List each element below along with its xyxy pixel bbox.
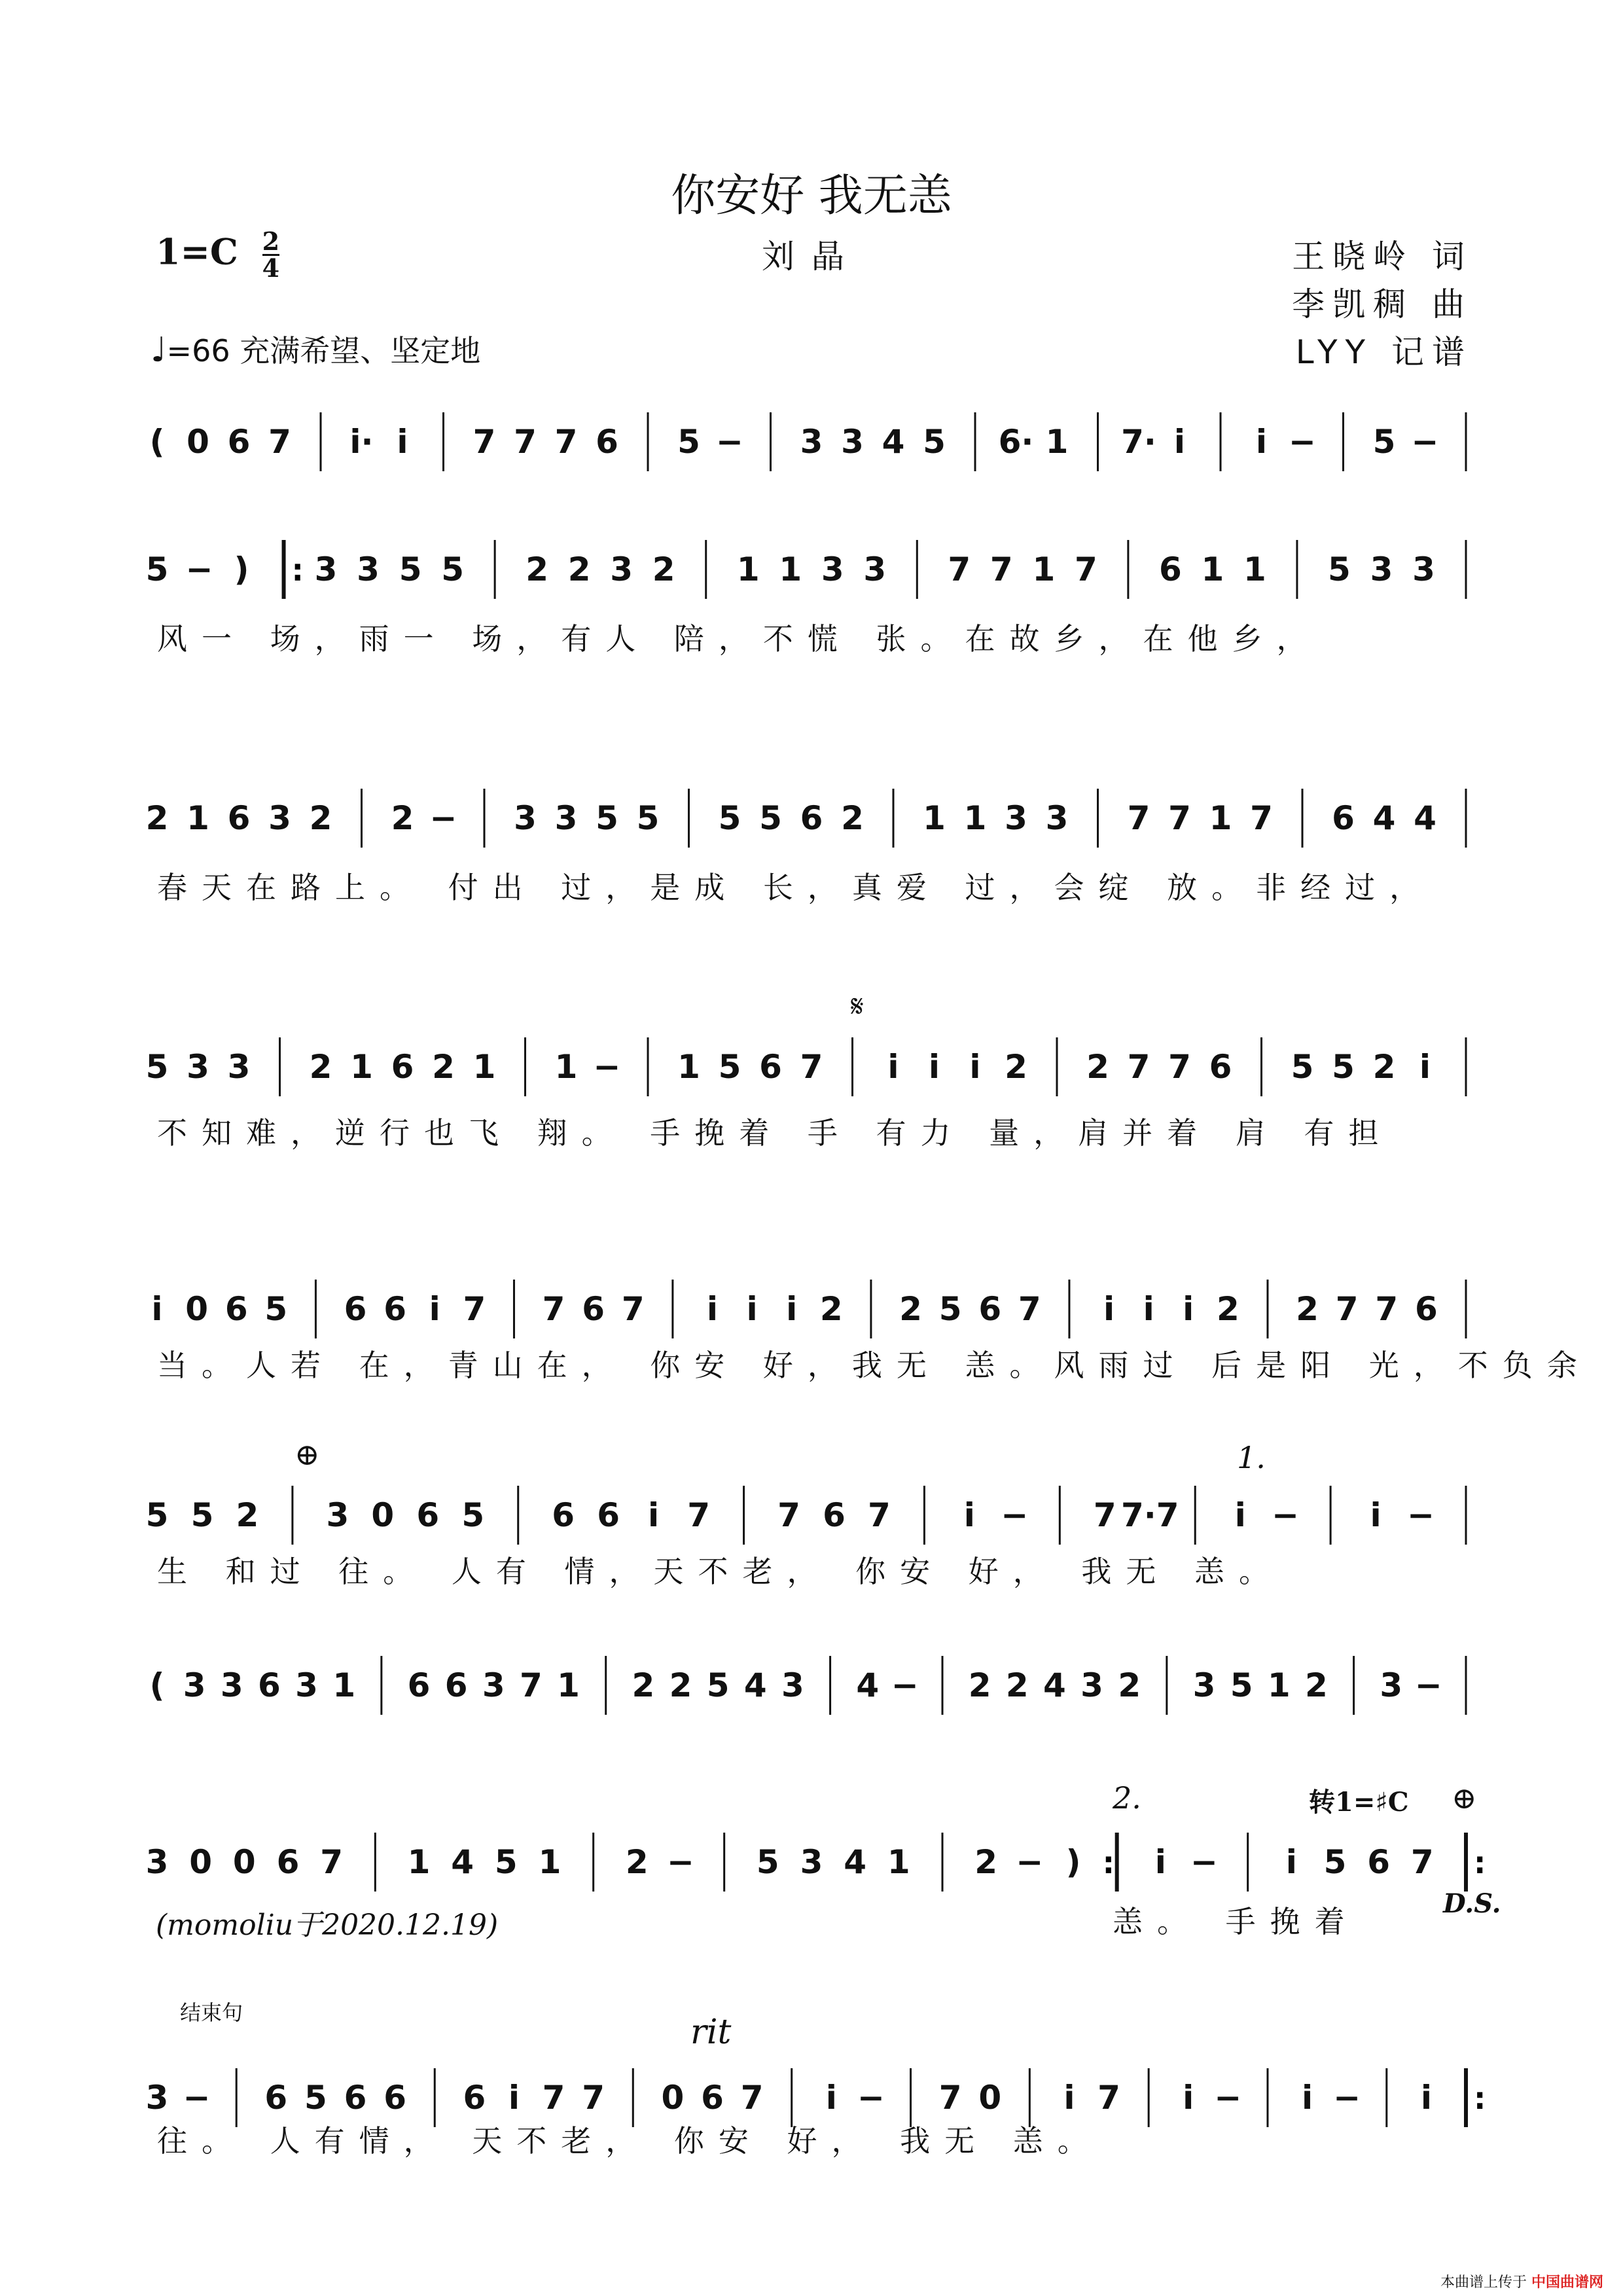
note-token: 3 (1380, 1666, 1403, 1704)
note-token: 6 (978, 1290, 1002, 1328)
note-token: 7 (320, 1843, 344, 1881)
note-token: 7 (1074, 550, 1097, 588)
note-token: 3 (800, 1843, 823, 1881)
note-token: 6 (1158, 550, 1182, 588)
note-token: 4 (1414, 799, 1436, 837)
note-token: 1 (779, 550, 802, 588)
note-token: i (825, 2079, 837, 2117)
note-token: 2 (1296, 1290, 1319, 1328)
note-token: 7 (1168, 799, 1191, 837)
note-token: 1 (1032, 550, 1056, 588)
note-token: 2 (1216, 1290, 1240, 1328)
note-token: i (928, 1048, 940, 1086)
note-token: 1 (538, 1843, 562, 1881)
note-token: 6 (1414, 1290, 1438, 1328)
ending-label: 结束句 (180, 2000, 243, 2025)
note-token: 7 (1335, 1290, 1359, 1328)
note-token: 3 (326, 1496, 349, 1534)
note-token: 2 (1086, 1048, 1109, 1086)
note-token: i (1285, 1843, 1297, 1881)
note-token: 1 (350, 1048, 373, 1086)
composer-credit: 李凯稠 曲 (1292, 285, 1472, 323)
lyrics-line-6: 生 和过 往。 人有 情，天不老， 你安 好， 我无 恙。 (157, 1554, 1283, 1589)
note-token: i (1419, 1048, 1431, 1086)
note-token: 6 (227, 799, 251, 837)
staff-line-6 (0, 1473, 1623, 1558)
note-token: 3 (268, 799, 291, 837)
lyrics-line-9: 往。 人有情， 天不老， 你安 好， 我无 恙。 (157, 2123, 1102, 2159)
note-token: 1 (1045, 423, 1069, 461)
note-token: 2 (526, 550, 549, 588)
note-token: 6 (258, 1666, 281, 1704)
note-token: 7 (1127, 1048, 1150, 1086)
note-token: 7· (1121, 423, 1156, 461)
note-token: 6 (264, 2079, 288, 2117)
note-token: − (1407, 1496, 1435, 1534)
note-token: − (1190, 1843, 1218, 1881)
note-token: i (969, 1048, 981, 1086)
note-token: − (429, 799, 457, 837)
note-token: 7 (1127, 799, 1150, 837)
note-token: 5 (718, 1048, 741, 1086)
note-token: 7 (463, 1290, 486, 1328)
note-token: 4 (844, 1843, 867, 1881)
notation-svg (0, 776, 1623, 861)
note-token: 4 (856, 1666, 880, 1704)
note-token: 3 (482, 1666, 505, 1704)
site-watermark (1440, 2271, 1603, 2291)
repeat-dots: : (291, 552, 304, 588)
note-token: i (151, 1290, 163, 1328)
note-token: i (1063, 2079, 1075, 2117)
note-token: 5 (756, 1843, 779, 1881)
note-token: − (183, 2079, 211, 2117)
note-token: i (1255, 423, 1268, 461)
key-signature (156, 226, 280, 283)
note-token: − (1414, 1666, 1442, 1704)
note-token: 7 (687, 1496, 710, 1534)
note-token: 1 (677, 1048, 700, 1086)
repeat-dots: : (1474, 1845, 1486, 1880)
note-token: 3 (357, 550, 380, 588)
note-token: 7 (268, 423, 291, 461)
rit-mark: rit (690, 2013, 732, 2052)
note-token: 6 (800, 799, 823, 837)
note-token: i (1420, 2079, 1432, 2117)
note-token: 3 (227, 1048, 251, 1086)
note-token: 6 (407, 1666, 431, 1704)
transcriber-credit: LYY 记谱 (1295, 333, 1472, 371)
note-token: i (1103, 1290, 1115, 1328)
note-token: 5 (264, 1290, 288, 1328)
note-token: 6 (224, 1290, 248, 1328)
note-token: 6 (344, 1290, 367, 1328)
note-token: 3 (1412, 550, 1435, 588)
lyrics-line-4: 不知难，逆行也飞 翔。 手挽着 手 有力 量，肩并着 肩 有担 (157, 1115, 1393, 1151)
note-token: 2 (841, 799, 864, 837)
notation-svg (0, 1643, 1623, 1728)
note-token: ( (149, 1666, 165, 1704)
note-token: − (593, 1048, 621, 1086)
note-token: 1 (473, 1048, 496, 1086)
staff-line-1 (0, 399, 1623, 484)
note-token: 5 (596, 799, 618, 837)
note-token: 6 (596, 423, 618, 461)
note-token: 7 (1168, 1048, 1191, 1086)
note-token: 6 (227, 423, 251, 461)
note-token: 7 (621, 1290, 645, 1328)
note-token: 2 (432, 1048, 455, 1086)
note-token: 6 (416, 1496, 440, 1534)
note-token: i (648, 1496, 660, 1534)
note-token: 5 (706, 1666, 730, 1704)
lyricist-credit: 王晓岭 词 (1292, 238, 1472, 276)
quarter-note-icon: ♩ (151, 331, 167, 370)
note-token: 0 (187, 423, 209, 461)
note-token: 2 (567, 550, 591, 588)
note-token: i (706, 1290, 719, 1328)
note-token: 3 (1005, 799, 1027, 837)
note-token: 7 (1093, 1496, 1116, 1534)
note-token: 7 (1410, 1843, 1434, 1881)
note-token: 3 (183, 1666, 206, 1704)
note-token: 0 (185, 1290, 209, 1328)
note-token: 5 (718, 799, 741, 837)
score-title: 你安好 我无恙 (671, 170, 952, 222)
note-token: 1 (332, 1666, 356, 1704)
lyrics-line-8: 恙。 手挽着 (1113, 1904, 1359, 1939)
note-token: 3 (514, 799, 537, 837)
note-token: 7 (1250, 799, 1273, 837)
tempo-marking (151, 327, 480, 370)
note-token: 7 (582, 2079, 605, 2117)
note-token: 7 (1375, 1290, 1399, 1328)
notation-svg (0, 399, 1623, 484)
note-token: 3 (841, 423, 864, 461)
note-token: 7 (1018, 1290, 1041, 1328)
note-token: 5 (441, 550, 465, 588)
ds-mark: D.S. (1443, 1888, 1501, 1919)
note-token: ) (1065, 1843, 1081, 1881)
note-token: i (1154, 1843, 1166, 1881)
note-token: 3 (220, 1666, 243, 1704)
note-token: 2 (391, 799, 414, 837)
note-token: 5 (1372, 423, 1396, 461)
note-token: ) (234, 550, 249, 588)
note-token: − (1016, 1843, 1044, 1881)
note-token: i (746, 1290, 758, 1328)
note-token: 2 (1118, 1666, 1141, 1704)
note-token: 5 (1332, 1048, 1355, 1086)
note-token: 5 (1230, 1666, 1253, 1704)
note-token: i (1234, 1496, 1246, 1534)
note-token: 5 (759, 799, 782, 837)
note-token: 5 (145, 1496, 169, 1534)
note-token: 7 (473, 423, 496, 461)
note-token: 7 (520, 1666, 543, 1704)
note-token: 6 (391, 1048, 414, 1086)
note-token: 3 (145, 1843, 169, 1881)
note-token: 3 (610, 550, 633, 588)
note-token: 3 (187, 1048, 209, 1086)
note-token: 6 (759, 1048, 782, 1086)
footer-credit: (momoliu于2020.12.19) (156, 1909, 499, 1942)
note-token: i (1143, 1290, 1154, 1328)
note-token: 3 (1080, 1666, 1103, 1704)
note-token: 1 (407, 1843, 431, 1881)
note-token: 2 (145, 799, 169, 837)
note-token: 7 (990, 550, 1013, 588)
note-token: 0 (371, 1496, 395, 1534)
note-token: 4 (1043, 1666, 1066, 1704)
repeat-dots: : (1474, 2081, 1486, 2116)
note-token: 0 (978, 2079, 1002, 2117)
site-logo: 中国曲谱网 (1531, 2274, 1603, 2291)
note-token: 2 (309, 1048, 332, 1086)
note-token: 4 (451, 1843, 474, 1881)
note-token: 0 (232, 1843, 256, 1881)
note-token: i (1183, 2079, 1194, 2117)
note-token: 1 (557, 1666, 580, 1704)
note-token: 2 (1305, 1666, 1328, 1704)
volta-2-label: 2. (1113, 1780, 1141, 1816)
note-token: 3 (863, 550, 887, 588)
note-token: − (1001, 1496, 1029, 1534)
note-token: 6 (597, 1496, 620, 1534)
note-token: 6 (383, 1290, 407, 1328)
notation-svg (0, 1024, 1623, 1109)
note-token: 2 (974, 1843, 998, 1881)
note-token: − (716, 423, 743, 461)
note-token: 1 (1267, 1666, 1291, 1704)
note-token: i (786, 1290, 798, 1328)
note-token: 2 (625, 1843, 649, 1881)
note-token: 5 (1291, 1048, 1314, 1086)
note-token: 0 (661, 2079, 685, 2117)
note-token: − (1333, 2079, 1361, 2117)
note-token: i (1370, 1496, 1382, 1534)
note-token: 5 (145, 550, 169, 588)
note-token: 5 (494, 1843, 518, 1881)
coda-mark: ⊕ (294, 1437, 320, 1472)
note-token: 2 (652, 550, 675, 588)
notation-svg (0, 1266, 1623, 1352)
note-token: 2 (1005, 1048, 1027, 1086)
upload-note: 本曲谱上传于 (1440, 2274, 1527, 2291)
note-token: 2 (309, 799, 332, 837)
key-label: 1=C (156, 230, 238, 273)
time-sig-bottom: 4 (262, 253, 280, 283)
staff-line-5 (0, 1266, 1623, 1352)
note-token: 5 (461, 1496, 485, 1534)
volta-1-label: 1. (1237, 1440, 1266, 1475)
note-token: 5 (677, 423, 700, 461)
note-token: 6 (276, 1843, 300, 1881)
note-token: 2 (236, 1496, 259, 1534)
note-token: − (185, 550, 213, 588)
note-token: 3 (800, 423, 823, 461)
note-token: 3 (781, 1666, 804, 1704)
note-token: 2 (968, 1666, 991, 1704)
note-token: 1 (887, 1843, 910, 1881)
lyrics-line-5: 当。人若 在，青山在， 你安 好，我无 恙。风雨过 后是阳 光，不负余 (157, 1348, 1592, 1383)
note-token: 6 (1332, 799, 1355, 837)
note-token: 5 (145, 1048, 169, 1086)
segno-mark: 𝄋 (851, 988, 864, 1024)
note-token: 5 (1323, 1843, 1347, 1881)
note-token: 1 (554, 1048, 578, 1086)
note-token: 5 (1328, 550, 1351, 588)
note-token: 5 (190, 1496, 214, 1534)
note-token: i (397, 423, 408, 461)
note-token: i (1302, 2079, 1313, 2117)
note-token: i (887, 1048, 899, 1086)
note-token: 2 (819, 1290, 843, 1328)
note-token: 6 (383, 2079, 407, 2117)
staff-line-8 (0, 1820, 1623, 1905)
note-token: 7 (777, 1496, 800, 1534)
note-token: − (891, 1666, 919, 1704)
note-token: 2 (669, 1666, 692, 1704)
note-token: 6 (582, 1290, 605, 1328)
note-token: 7 (554, 423, 578, 461)
note-token: 0 (189, 1843, 213, 1881)
note-token: i· (349, 423, 374, 461)
note-token: 7·7 (1120, 1496, 1179, 1534)
note-token: 7 (938, 2079, 962, 2117)
note-token: 1 (1201, 550, 1224, 588)
note-token: 3 (821, 550, 844, 588)
note-token: 6 (344, 2079, 367, 2117)
time-sig-top: 2 (262, 226, 280, 256)
note-token: 3 (554, 799, 578, 837)
notation-svg (0, 527, 1623, 612)
note-token: 1 (923, 799, 946, 837)
note-token: 4 (1372, 799, 1396, 837)
note-token: 6 (463, 2079, 486, 2117)
note-token: 6 (552, 1496, 575, 1534)
note-token: 6 (1209, 1048, 1232, 1086)
note-token: 7 (514, 423, 537, 461)
notation-svg (0, 1473, 1623, 1558)
note-token: i (963, 1496, 975, 1534)
note-token: − (857, 2079, 885, 2117)
lyrics-line-3: 春天在路上。 付出 过，是成 长，真爱 过，会绽 放。非经过， (157, 870, 1435, 905)
modulation-mark: 转1=♯C (1309, 1787, 1409, 1818)
note-token: 6 (823, 1496, 846, 1534)
note-token: 3 (1192, 1666, 1216, 1704)
tempo-text: =66 充满希望、坚定地 (166, 333, 481, 368)
note-token: i (1183, 1290, 1194, 1328)
note-token: 3 (295, 1666, 318, 1704)
note-token: 5 (304, 2079, 327, 2117)
coda-mark-2: ⊕ (1452, 1780, 1477, 1816)
note-token: 3 (1045, 799, 1069, 837)
note-token: 3 (1370, 550, 1393, 588)
note-token: i (1173, 423, 1186, 461)
note-token: 7 (740, 2079, 764, 2117)
note-token: − (1411, 423, 1439, 461)
notation-svg (0, 1820, 1623, 1905)
singer-name: 刘晶 (762, 238, 861, 276)
note-token: i (429, 1290, 440, 1328)
note-token: 1 (187, 799, 209, 837)
staff-line-4 (0, 1024, 1623, 1109)
note-token: ( (149, 423, 165, 461)
note-token: 2 (899, 1290, 922, 1328)
note-token: 7 (800, 1048, 823, 1086)
note-token: − (1214, 2079, 1242, 2117)
note-token: 5 (636, 799, 660, 837)
note-token: 2 (1372, 1048, 1396, 1086)
note-token: − (1272, 1496, 1300, 1534)
note-token: 4 (743, 1666, 767, 1704)
time-signature (262, 226, 280, 283)
note-token: 5 (923, 423, 946, 461)
note-token: 7 (542, 1290, 565, 1328)
staff-line-7 (0, 1643, 1623, 1728)
note-token: 7 (542, 2079, 565, 2117)
note-token: − (667, 1843, 694, 1881)
note-token: i (508, 2079, 520, 2117)
staff-line-2 (0, 527, 1623, 612)
note-token: 5 (938, 1290, 962, 1328)
note-token: 6 (701, 2079, 724, 2117)
note-token: 1 (736, 550, 760, 588)
note-token: 2 (1005, 1666, 1029, 1704)
note-token: 1 (963, 799, 987, 837)
note-token: 7 (1097, 2079, 1120, 2117)
note-token: 1 (1243, 550, 1266, 588)
note-token: 3 (314, 550, 338, 588)
lyrics-line-2: 风一 场，雨一 场，有人 陪，不慌 张。在故乡，在他乡， (157, 621, 1321, 656)
note-token: 7 (868, 1496, 891, 1534)
note-token: 1 (1209, 799, 1232, 837)
repeat-dots: : (1102, 1845, 1115, 1880)
note-token: 6 (1367, 1843, 1391, 1881)
note-token: 6 (444, 1666, 468, 1704)
note-token: 7 (948, 550, 971, 588)
note-token: − (1289, 423, 1316, 461)
note-token: 6· (998, 423, 1034, 461)
note-token: 4 (882, 423, 905, 461)
staff-line-3 (0, 776, 1623, 861)
note-token: 5 (399, 550, 422, 588)
note-token: 2 (632, 1666, 655, 1704)
note-token: 3 (145, 2079, 169, 2117)
